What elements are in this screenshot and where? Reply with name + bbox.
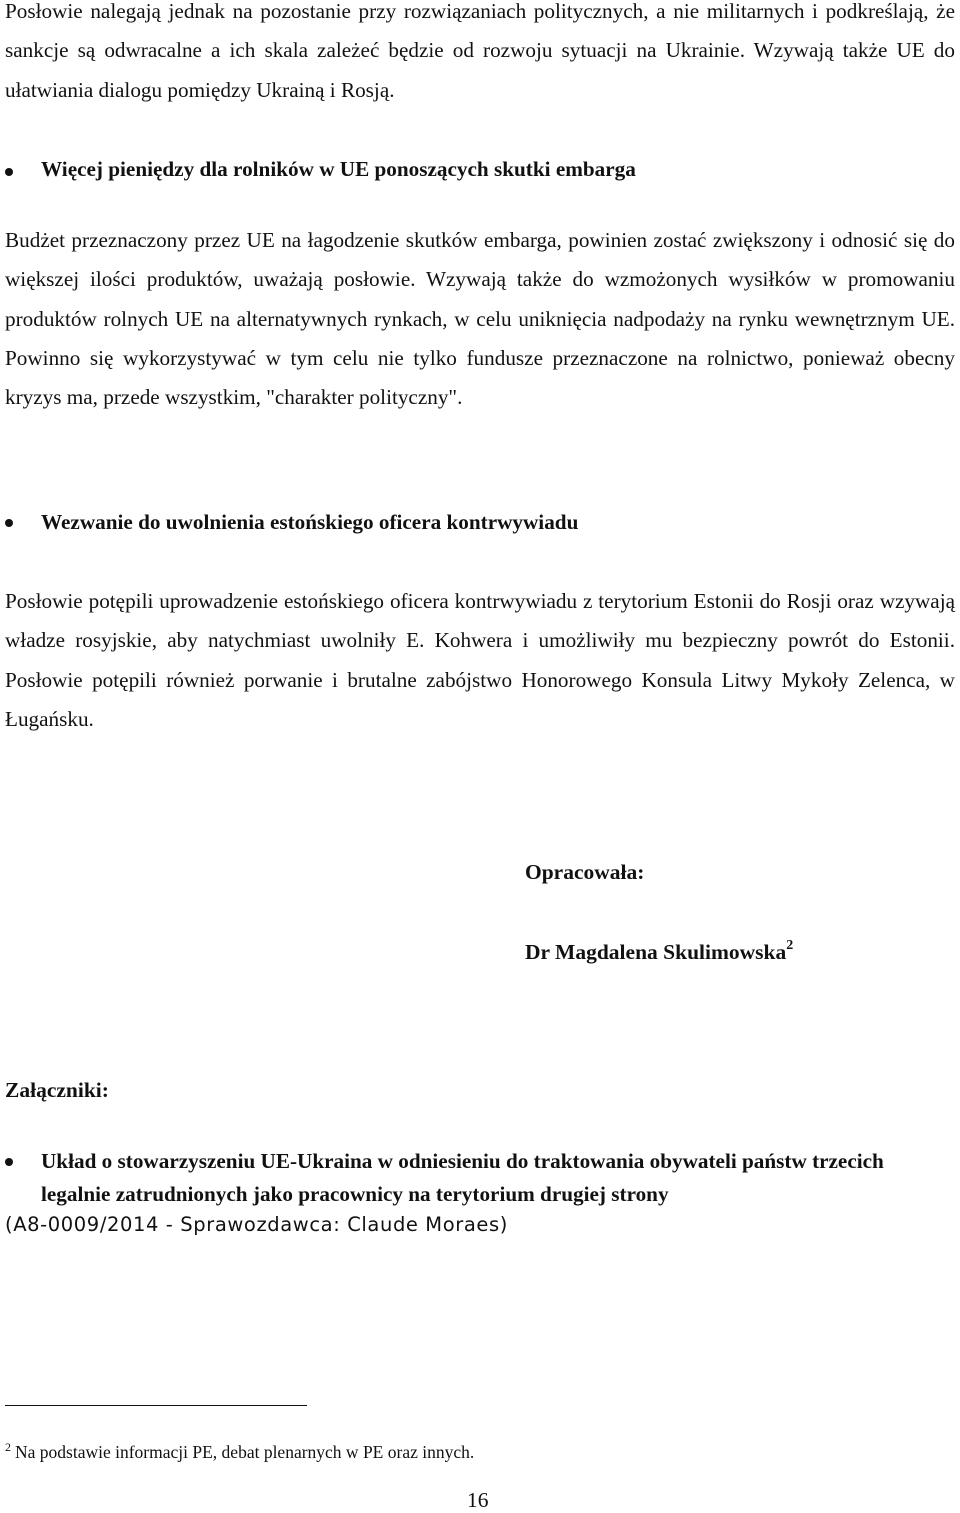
author-name: Dr Magdalena Skulimowska bbox=[525, 940, 787, 965]
signature-label: Opracowała: bbox=[525, 860, 645, 884]
footnote-text: Na podstawie informacji PE, debat plenarnych w PE oraz innych. bbox=[15, 1441, 475, 1462]
intro-paragraph: Posłowie nalegają jednak na pozostanie przy rozwiązaniach politycznych, a nie militarnych i podkreślają, że sankcje są odwracalne a ich skala zależeć będzie od rozwoju sytuacji na Ukrainie. Wzywają także UE do ułatwiania dialogu pomiędzy Ukrainą i Rosją. bbox=[5, 0, 955, 102]
bullet-icon bbox=[5, 168, 13, 176]
page-number: 16 bbox=[467, 1488, 489, 1512]
footnote-mark: 2 bbox=[5, 1440, 11, 1454]
bullet-icon bbox=[5, 1158, 13, 1166]
footnote-reference: 2 bbox=[786, 938, 794, 953]
section-body-farmers: Budżet przeznaczony przez UE na łagodzenie skutków embarga, powinien zostać zwiększony i odnosić się do większej ilości produktów, uważają posłowie. Wzywają także do wzmożonych wysiłków w promowaniu produktów rolnych UE na alternatywnych rynkach, w celu uniknięcia nadpodaży na rynku wewnętrznym UE. Powinno się wykorzystywać w tym celu nie tylko fundusze przeznaczone na rolnictwo, ponieważ obecny kryzys ma, przede wszystkim, "charakter polityczny". bbox=[5, 228, 955, 410]
footnote bbox=[5, 1440, 474, 1463]
footnote-divider bbox=[5, 1405, 307, 1406]
attachment-item-title: Układ o stowarzyszeniu UE-Ukraina w odniesieniu do traktowania obywateli państw trzecich legalnie zatrudnionych jako pracownicy na terytorium drugiej strony bbox=[41, 1149, 884, 1206]
attachments-heading: Załączniki: bbox=[5, 1078, 109, 1102]
bullet-icon bbox=[5, 519, 13, 527]
section-heading-text: Wezwanie do uwolnienia estońskiego oficera kontrwywiadu bbox=[41, 510, 579, 534]
signature-author bbox=[525, 940, 793, 965]
section-body-estonia: Posłowie potępili uprowadzenie estońskiego oficera kontrwywiadu z terytorium Estonii do Rosji oraz wzywają władze rosyjskie, aby natychmiast uwolniły E. Kohwera i umożliwiły mu bezpieczny powrót do Estonii. Posłowie potępili również porwanie i brutalne zabójstwo Honorowego Konsula Litwy Mykoły Zelenca, w Ługańsku. bbox=[5, 589, 955, 731]
section-heading-text: Więcej pieniędzy dla rolników w UE ponoszących skutki embarga bbox=[41, 157, 636, 181]
attachment-item-reference: (A8-0009/2014 - Sprawozdawca: Claude Moraes) bbox=[5, 1213, 508, 1236]
